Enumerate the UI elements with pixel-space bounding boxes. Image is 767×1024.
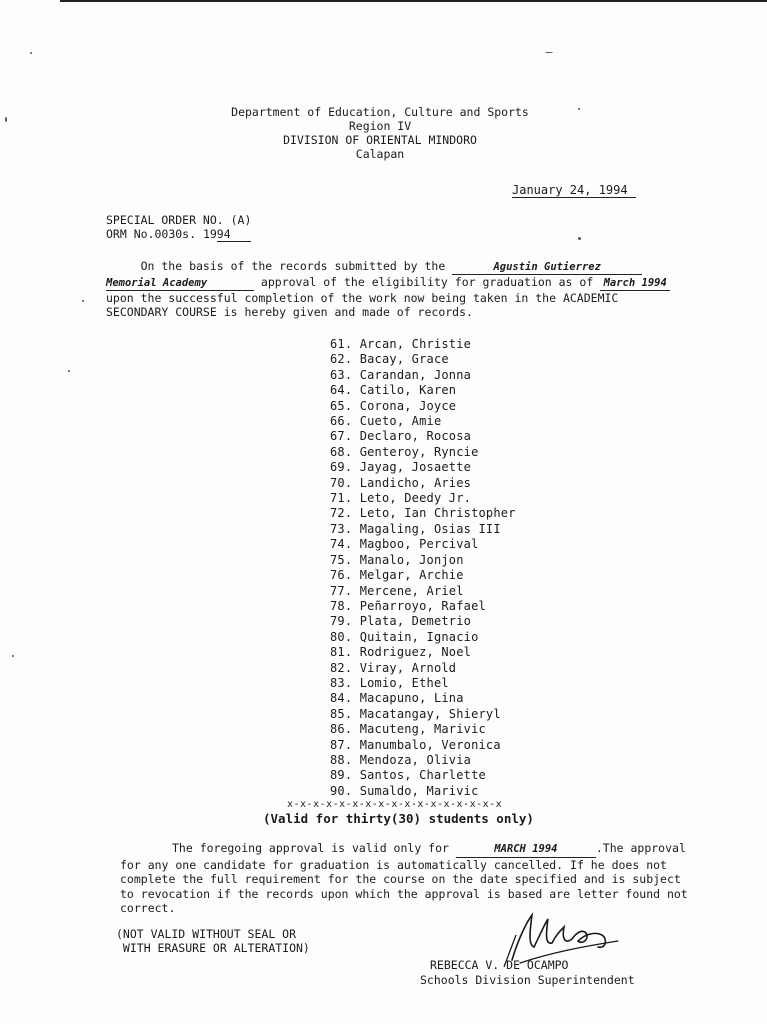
scan-speck <box>82 300 84 302</box>
student-entry: 73. Magaling, Osias III <box>330 521 501 536</box>
closing-line-1-suffix: .The approval <box>595 841 686 855</box>
student-entry: 72. Leto, Ian Christopher <box>330 506 516 521</box>
closing-paragraph <box>122 841 762 916</box>
closing-line-4: to revocation if the records upon which the approval is based are letter found not <box>120 886 688 901</box>
document-date: January 24, 1994 <box>512 183 636 198</box>
student-entry: 66. Cueto, Amie <box>330 414 442 429</box>
order-reference <box>106 213 251 241</box>
paragraph-line-4: SECONDARY COURSE is hereby given and made of records. <box>106 305 473 319</box>
scan-speck <box>68 370 70 372</box>
student-entry: 87. Manumbalo, Veronica <box>330 737 501 752</box>
student-entry: 70. Landicho, Aries <box>330 475 472 490</box>
special-order-number: SPECIAL ORDER NO. (A) <box>106 213 252 227</box>
student-entry: 67. Declaro, Rocosa <box>330 429 472 444</box>
student-entry: 84. Macapuno, Lina <box>330 691 464 706</box>
student-entry: 78. Peñarroyo, Rafael <box>330 598 486 613</box>
validity-note: (Valid for thirty(30) students only) <box>263 811 534 826</box>
closing-line-5: correct. <box>120 901 176 915</box>
student-entry: 62. Bacay, Grace <box>330 352 449 367</box>
orm-series-underline <box>231 227 252 242</box>
student-list <box>330 337 590 799</box>
scan-speck <box>578 237 581 240</box>
student-entry: 69. Jayag, Josaette <box>330 460 472 475</box>
paragraph-line-1 <box>106 259 726 275</box>
scan-speck <box>30 52 32 54</box>
paragraph-line-3: upon the successful completion of the work now being taken in the ACADEMIC <box>106 291 619 305</box>
orm-series-year: 94 <box>216 227 231 241</box>
student-entry: 80. Quitain, Ignacio <box>330 629 479 644</box>
closing-line-3: complete the full requirement for the course on the date specified and is subject <box>120 872 681 886</box>
signatory-title: Schools Division Superintendent <box>420 973 635 987</box>
closing-line-1-text: The foregoing approval is valid only for <box>172 841 456 855</box>
orm-number: 0030 <box>154 227 183 241</box>
student-entry: 89. Santos, Charlette <box>330 768 486 783</box>
graduation-date: March 1994 <box>600 276 670 291</box>
student-entry: 64. Catilo, Karen <box>330 383 457 398</box>
school-name-part-2: Memorial Academy <box>106 276 254 291</box>
student-entry: 65. Corona, Joyce <box>330 398 457 413</box>
paragraph-line-2 <box>106 275 726 291</box>
student-entry: 83. Lomio, Ethel <box>330 675 449 690</box>
student-entry: 79. Plata, Demetrio <box>330 614 472 629</box>
student-entry: 90. Sumaldo, Marivic <box>330 783 479 798</box>
signatory-name: REBECCA V. DE OCAMPO <box>430 958 569 972</box>
student-entry: 68. Genteroy, Ryncie <box>330 444 479 459</box>
city-name: Calapan <box>355 147 405 161</box>
scan-speck <box>5 117 7 122</box>
letterhead <box>180 105 580 161</box>
student-entry: 77. Mercene, Ariel <box>330 583 464 598</box>
school-name-part-1: Agustin Gutierrez <box>452 260 642 275</box>
scan-speck <box>545 52 553 53</box>
seal-note-line-2: WITH ERASURE OR ALTERATION) <box>116 941 310 955</box>
student-entry: 63. Carandan, Jonna <box>330 367 472 382</box>
orm-prefix: ORM No. <box>106 227 155 241</box>
student-entry: 61. Arcan, Christie <box>330 337 472 351</box>
division-name: DIVISION OF ORIENTAL MINDORO <box>283 133 477 147</box>
orm-series-prefix: s. 19 <box>182 227 217 241</box>
seal-note <box>116 927 310 955</box>
page-top-edge <box>60 0 767 2</box>
approval-paragraph <box>106 259 726 319</box>
student-entry: 81. Rodriguez, Noel <box>330 645 472 660</box>
student-entry: 85. Macatangay, Shieryl <box>330 706 501 721</box>
seal-note-line-1: (NOT VALID WITHOUT SEAL OR <box>116 927 297 941</box>
student-entry: 82. Viray, Arnold <box>330 660 457 675</box>
orm-number-line <box>106 227 251 241</box>
list-end-separator: x-x-x-x-x-x-x-x-x-x-x-x-x-x-x-x-x <box>287 799 503 810</box>
student-entry: 71. Leto, Deedy Jr. <box>330 491 472 506</box>
paragraph-line-1-text: On the basis of the records submitted by the <box>106 259 453 273</box>
scan-speck <box>12 655 14 657</box>
paragraph-line-2-text: approval of the eligibility for graduation as of <box>254 275 601 289</box>
student-entry: 76. Melgar, Archie <box>330 568 464 583</box>
student-entry: 75. Manalo, Jonjon <box>330 552 464 567</box>
region-name: Region IV <box>348 119 412 133</box>
student-entry: 88. Mendoza, Olivia <box>330 752 472 767</box>
closing-line-1 <box>122 841 762 858</box>
student-entry: 74. Magboo, Percival <box>330 537 479 552</box>
student-entry: 86. Macuteng, Marivic <box>330 722 486 737</box>
closing-line-2: for any one candidate for graduation is automatically cancelled. If he does not <box>120 857 667 872</box>
valid-until-date: MARCH 1994 <box>456 842 596 858</box>
department-name: Department of Education, Culture and Sports <box>231 105 529 119</box>
